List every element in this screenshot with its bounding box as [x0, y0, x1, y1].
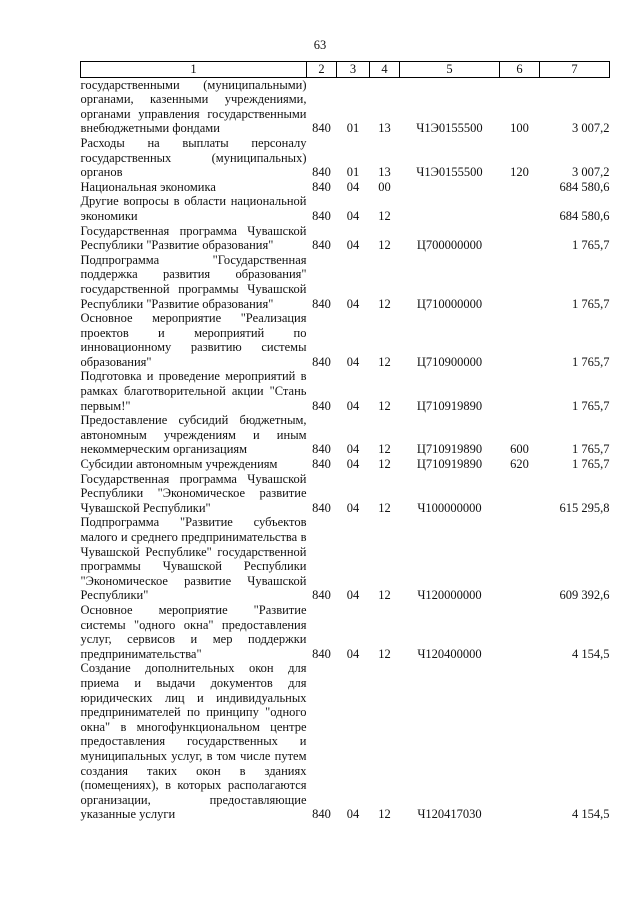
row-value-cell-c2: 840: [312, 500, 331, 515]
row-value-cell-c5: Ц710000000: [416, 296, 483, 311]
table-row: [81, 311, 610, 369]
table-row: [81, 661, 610, 822]
row-value-cell-c3: 01: [346, 121, 360, 136]
row-name-cell: Государственная программа Чувашской Республики "Экономическое развитие Чувашской Республики": [80, 471, 307, 515]
row-value-cell-c3: 01: [346, 165, 360, 180]
row-name-cell: Расходы на выплаты персоналу государственных (муниципальных) органов: [80, 135, 307, 180]
table-row: [81, 224, 610, 253]
row-value-cell-c3: 04: [346, 296, 360, 311]
row-value-cell-c4: 12: [378, 588, 391, 603]
row-value-cell-c7: 684 580,6: [559, 179, 610, 194]
row-value-cell-c5: Ч120400000: [417, 646, 482, 661]
table-row: [81, 472, 610, 516]
column-header: 3: [337, 62, 370, 78]
row-value-cell-c3: 04: [346, 457, 360, 472]
row-value-cell-c6: [500, 311, 540, 369]
row-name-cell: Предоставление субсидий бюджетным, автономным учреждениям и иным некоммерческим организациям: [80, 413, 307, 457]
row-value-cell-c7: 4 154,5: [572, 807, 610, 822]
column-header-row: [81, 62, 610, 78]
row-value-cell-c2: 840: [312, 121, 331, 136]
row-value-cell-c4: 13: [378, 121, 391, 136]
row-value-cell-c2: 840: [312, 398, 331, 413]
table-row: [81, 180, 610, 195]
row-value-cell-c6: [500, 253, 540, 311]
row-value-cell-c6: [500, 194, 540, 223]
row-value-cell-c7: 1 765,7: [572, 238, 610, 253]
row-value-cell-c6: [500, 603, 540, 661]
row-value-cell-c4: 12: [378, 296, 391, 311]
row-value-cell-c5: Ц710919890: [416, 442, 483, 457]
row-name-cell: Основное мероприятие "Реализация проектов и мероприятий по инновационному развитию системы образования": [80, 311, 307, 369]
row-value-cell-c2: 840: [312, 457, 331, 472]
row-value-cell-c4: 12: [378, 442, 391, 457]
column-header: 6: [500, 62, 540, 78]
row-value-cell-c2: 840: [312, 442, 331, 457]
row-value-cell-c3: 04: [346, 354, 360, 369]
row-value-cell-c7: 684 580,6: [559, 208, 610, 223]
row-name-cell: Другие вопросы в области национальной экономики: [80, 194, 307, 223]
row-value-cell-c6: [500, 515, 540, 603]
row-value-cell-c5: Ч120417030: [417, 807, 482, 822]
row-value-cell-c6: [500, 472, 540, 516]
row-value-cell-c7: 1 765,7: [572, 398, 610, 413]
row-value-cell-c4: 13: [378, 165, 391, 180]
row-value-cell-c5: Ц710900000: [416, 354, 483, 369]
row-value-cell-c6: [500, 369, 540, 413]
row-value-cell-c4: 00: [378, 179, 391, 194]
row-value-cell-c5: Ц710919890: [416, 398, 483, 413]
column-header: 7: [540, 62, 610, 78]
row-value-cell-c2: 840: [312, 296, 331, 311]
row-name-cell: Подпрограмма "Государственная поддержка развития образования" государственной программы Чувашской Республики "Развитие образования": [80, 252, 307, 311]
row-value-cell-c4: 12: [378, 208, 391, 223]
row-name-cell: государственными (муниципальными) органами, казенными учреждениями, органами управления государственными внебюджетными фондами: [80, 77, 307, 136]
row-value-cell-c6: [500, 180, 540, 195]
row-name-cell: Основное мероприятие "Развитие системы "одного окна" предоставления услуг, сервисов и мер поддержки предпринимательства": [80, 602, 307, 661]
row-value-cell-c5: Ч120000000: [417, 588, 482, 603]
row-value-cell-c3: 04: [346, 807, 360, 822]
row-name-cell: Создание дополнительных окон для приема и выдачи документов для юридических лиц и индивидуальных предпринимателей по принципу "одного окна" в многофункциональном центре предоставления государственных и муниципальных услуг, в том числе путем создания таких окон в зданиях (помещениях), в которых располагаются организации, предоставляющие указанные услуги: [80, 661, 307, 822]
row-value-cell-c4: 12: [378, 500, 391, 515]
row-value-cell-c2: 840: [312, 588, 331, 603]
row-name-cell: Субсидии автономным учреждениям: [80, 457, 278, 472]
row-value-cell-c5: Ч1Э0155500: [416, 165, 483, 180]
row-value-cell-c2: 840: [312, 208, 331, 223]
row-value-cell-c5: [400, 194, 500, 223]
row-value-cell-c3: 04: [346, 588, 360, 603]
table-row: [81, 515, 610, 603]
row-name-cell: Национальная экономика: [80, 179, 216, 194]
row-value-cell-c2: 840: [312, 179, 331, 194]
row-value-cell-c7: 1 765,7: [572, 457, 610, 472]
budget-table: [80, 61, 610, 822]
row-value-cell-c6: 620: [510, 457, 529, 472]
row-value-cell-c4: 12: [378, 398, 391, 413]
row-name-cell: Подготовка и проведение мероприятий в рамках благотворительной акции "Стань первым!": [80, 369, 307, 413]
row-value-cell-c5: Ч100000000: [417, 500, 482, 515]
table-row: [81, 253, 610, 311]
row-value-cell-c6: 120: [510, 165, 529, 180]
table-row: [81, 136, 610, 180]
row-value-cell-c3: 04: [346, 208, 360, 223]
row-value-cell-c3: 04: [346, 646, 360, 661]
column-header: 5: [400, 62, 500, 78]
table-row: [81, 369, 610, 413]
row-value-cell-c4: 12: [378, 807, 391, 822]
table-row: [81, 413, 610, 457]
row-value-cell-c2: 840: [312, 238, 331, 253]
column-header: 2: [307, 62, 337, 78]
row-value-cell-c3: 04: [346, 398, 360, 413]
row-value-cell-c5: Ц710919890: [416, 457, 483, 472]
row-value-cell-c7: 3 007,2: [572, 165, 610, 180]
row-value-cell-c4: 12: [378, 646, 391, 661]
row-value-cell-c5: Ц700000000: [416, 238, 483, 253]
row-value-cell-c5: Ч1Э0155500: [416, 121, 483, 136]
row-value-cell-c7: 609 392,6: [559, 588, 610, 603]
row-value-cell-c7: 615 295,8: [559, 500, 610, 515]
row-value-cell-c5: [400, 180, 500, 195]
column-header: 1: [81, 62, 307, 78]
row-value-cell-c7: 1 765,7: [572, 354, 610, 369]
table-row: [81, 457, 610, 472]
row-name-cell: Государственная программа Чувашской Республики "Развитие образования": [80, 223, 307, 253]
row-value-cell-c4: 12: [378, 238, 391, 253]
table-row: [81, 603, 610, 661]
row-value-cell-c2: 840: [312, 646, 331, 661]
row-value-cell-c7: 1 765,7: [572, 442, 610, 457]
row-value-cell-c3: 04: [346, 500, 360, 515]
page-number: 63: [313, 38, 327, 52]
table-row: [81, 77, 610, 136]
row-value-cell-c7: 3 007,2: [572, 121, 610, 136]
row-value-cell-c3: 04: [346, 442, 360, 457]
row-value-cell-c6: [500, 224, 540, 253]
column-header: 4: [370, 62, 400, 78]
row-value-cell-c4: 12: [378, 354, 391, 369]
row-value-cell-c2: 840: [312, 165, 331, 180]
row-value-cell-c2: 840: [312, 354, 331, 369]
row-value-cell-c6: 600: [510, 442, 529, 457]
row-value-cell-c7: 4 154,5: [572, 646, 610, 661]
row-value-cell-c6: 100: [510, 121, 529, 136]
row-value-cell-c2: 840: [312, 807, 331, 822]
row-value-cell-c6: [500, 661, 540, 822]
row-value-cell-c3: 04: [346, 238, 360, 253]
row-value-cell-c3: 04: [346, 179, 360, 194]
row-value-cell-c7: 1 765,7: [572, 296, 610, 311]
row-name-cell: Подпрограмма "Развитие субъектов малого и среднего предпринимательства в Чувашской Республике" государственной программы Чувашской Республики "Экономическое развитие Чувашской Республики": [80, 515, 307, 603]
table-row: [81, 194, 610, 223]
row-value-cell-c4: 12: [378, 457, 391, 472]
